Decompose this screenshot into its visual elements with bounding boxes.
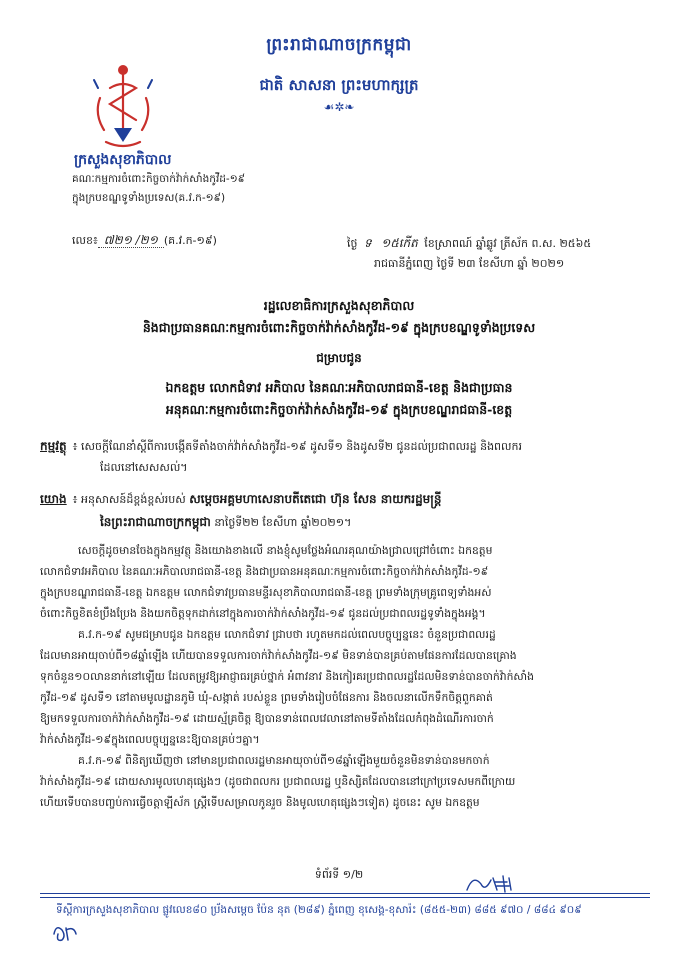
reference-suffix: (គ.វ.ក-១៩) [163,234,217,247]
committee-line-2: ក្នុងក្របខណ្ឌទូទាំងប្រទេស(គ.វ.ក-១៩) [72,192,226,204]
reference-value: ៧២១ /២១ [98,233,164,248]
solar-date: រាជធានីភ្នំពេញ ថ្ងៃទី ២៣ ខែសីហា ឆ្នាំ ២០២១ [374,257,565,270]
national-motto: ជាតិ សាសនា ព្រះមហាក្សត្រ [259,76,419,94]
lunar-date-prefix: ថ្ងៃ [347,237,358,250]
lunar-date [347,235,591,253]
page-number-label: ទំព័រទី [314,868,340,881]
footer-address: ទីស្តីការក្រសួងសុខាភិបាល ផ្លូវលេខ៨០ ប្រ័ងសម្តេច ប៉ែន នុត (២៨៩) ភ្នំពេញ ខុសេង្គ-ខុសារ៉ះ (៨៥៥-២៣) ៨៨៥ ៩៧០ / ៨៨៤ ៩០៩ [56,904,582,916]
ref-label: យោង [40,492,67,506]
paragraph-2 [40,624,654,750]
ministry-logo-icon [80,58,166,154]
paragraph-line: កូវីដ-១៩ ដូសទី១ នៅតាមមូលដ្ឋានភូមិ ឃុំ-សង្កាត់ របស់ខ្លួន ព្រមទាំងរៀបចំផែនការ និងចលនាលើកទឹកចិត្តពួកគាត់ [40,691,493,704]
paragraph-1 [40,540,654,624]
subject-line-2: ដែលនៅសេសសល់។ [100,461,188,474]
handwritten-initials-icon [50,920,80,944]
recipient-line-2: អនុគណៈកម្មការចំពោះកិច្ចចាក់វ៉ាក់សាំងកូវីដ-១៩ ក្នុងក្របខណ្ឌរាជធានី-ខេត្ត [165,402,513,417]
letter-title-line-1: រដ្ឋលេខាធិការក្រសួងសុខាភិបាល [263,298,415,313]
subject-label: កម្មវត្ថុ [40,439,67,453]
addressed-to: ជម្រាបជូន [316,351,362,365]
paragraph-line: ក្នុងក្របខណ្ឌរាជធានី-ខេត្ត ឯកឧត្តម លោកជំទាវប្រធានមន្ទីរសុខាភិបាលរាជធានី-ខេត្ត ព្រមទាំងក្រុមគ្រូពេទ្យទាំងអស់ [40,586,492,599]
subject-line-1: ៖ សេចក្តីណែនាំស្តីពីការបង្កើតទីតាំងចាក់វ៉ាក់សាំងកូវីដ-១៩ ដូសទី១ និងដូសទី២ ជូនដល់ប្រជាពលរដ្ឋ និងពលករ [72,440,522,453]
ref-line-2 [40,511,660,534]
ministry-name: ក្រសួងសុខាភិបាល [74,152,172,168]
lunar-date-rest: ខែស្រាពណ៍ ឆ្នាំឆ្លូវ ត្រីស័ក ព.ស. ២៥៦៥ [424,237,592,250]
subject-block [40,436,660,478]
page-number [0,868,678,884]
reference-block [40,488,660,534]
paragraph-line: សេចក្តីដូចមានចែងក្នុងកម្មវត្ថុ និងយោងខាងលើ នាងខ្ញុំសូមថ្លែងអំណរគុណយ៉ាងជ្រាលជ្រៅចំពោះ ឯកឧត្តម [78,544,493,557]
lunar-date-phase: ១៥កើត [381,236,418,250]
ref-line-1-bold: សម្តេចអគ្គមហាសេនាបតីតេជោ ហ៊ុន សែន នាយករដ្ឋមន្ត្រី [189,492,442,506]
paragraph-line: ដែលមានអាយុចាប់ពី១៨ឆ្នាំឡើង ហើយបានទទួលការចាក់វ៉ាក់សាំងកូវីដ-១៩ មិនទាន់បានគ្រប់តាមផែនការដែលបានគ្រោង [40,649,517,662]
paragraph-line: វ៉ាក់សាំងកូវីដ-១៩ ដោយសារមូលហេតុផ្សេងៗ (ដូចជាពលករ ប្រជាពលរដ្ឋ ឬនិស្សិតដែលបាននៅក្រៅប្រទេសមកពីក្រោយ [40,775,516,788]
letter-title-line-2: និងជាប្រធានគណៈកម្មការចំពោះកិច្ចចាក់វ៉ាក់សាំងកូវីដ-១៩ ក្នុងក្របខណ្ឌទូទាំងប្រទេស [142,320,536,335]
paragraph-line: ឱ្យមកទទួលការចាក់វ៉ាក់សាំងកូវីដ-១៩ ដោយស្ម័គ្រចិត្ត ឱ្យបានទាន់ពេលវេលានៅតាមទីតាំងដែលកំពុងដំណើរការចាក់ [40,712,494,725]
recipient-line-1: ឯកឧត្តម លោកជំទាវ អភិបាល នៃគណៈអភិបាលរាជធានី-ខេត្ត និងជាប្រធាន [165,380,513,395]
lunar-date-day: ទ [363,236,372,250]
paragraph-line: គ.វ.ក-១៩ សូមជម្រាបជូន ឯកឧត្តម លោកជំទាវ ជ្រាបថា រហូតមកដល់ពេលបច្ចុប្បន្ននេះ ចំនួនប្រជាពលរដ្ឋ [78,628,496,641]
reference-label: លេខ៖ [72,234,98,247]
paragraph-line: វ៉ាក់សាំងកូវីដ-១៩ក្នុងពេលបច្ចុប្បន្ននេះឱ្យបានគ្រប់ៗគ្នា។ [40,733,260,746]
page-number-value: ១/២ [342,868,364,881]
committee-line-1: គណៈកម្មការចំពោះកិច្ចចាក់វ៉ាក់សាំងកូវីដ-១៩ [72,173,246,185]
paragraph-line: ចំពោះកិច្ចខិតខំប្រឹងប្រែង និងយកចិត្តទុកដាក់នៅក្នុងការចាក់វ៉ាក់សាំងកូវីដ-១៩ ជូនដល់ប្រជាពលរដ្ឋទូទាំងក្នុងអង្គ។ [40,607,486,620]
footer-divider-thin [40,897,650,898]
ref-line-1: ៖ អនុសាសន៍ដ៏ខ្ពង់ខ្ពស់របស់ [72,493,186,506]
committee-name [72,170,362,208]
paragraph-line: ហើយទើបបានបញ្ចប់ការធ្វើចត្តាឡីស័ក ស្ត្រីទើបសម្រាលកូនរួច និងមូលហេតុផ្សេងៗទៀត) ដូចនេះ សូម ឯកឧត្តម [40,796,480,809]
ornament-divider: ☙✲❧ [323,100,355,114]
footer-divider [40,893,650,894]
paragraph-3 [40,750,654,813]
ref-line-2-date: នាថ្ងៃទី២២ ខែសីហា ឆ្នាំ២០២១។ [214,516,352,529]
reference-number [72,232,217,250]
paragraph-line: ទុកចំនួន១០លាននាក់នៅឡើយ ដែលតម្រូវឱ្យអាជ្ញាធរគ្រប់ថ្នាក់ អំពាវនាវ និងកៀរគរប្រជាពលរដ្ឋដែលមិនទាន់បានចាក់វ៉ាក់សាំង [40,670,534,683]
ref-line-2-bold: នៃព្រះរាជាណាចក្រកម្ពុជា [100,515,211,529]
paragraph-line: គ.វ.ក-១៩ ពិនិត្យឃើញថា នៅមានប្រជាពលរដ្ឋមានអាយុចាប់ពី១៨ឆ្នាំឡើងមួយចំនួនមិនទាន់បានមកចាក់ [78,754,490,767]
paragraph-line: លោកជំទាវអភិបាល នៃគណៈអភិបាលរាជធានី-ខេត្ត និងជាប្រធានអនុគណៈកម្មការចំពោះកិច្ចចាក់វ៉ាក់សាំងកូវីដ-១៩ [40,565,489,578]
letter-body [40,540,654,813]
kingdom-title: ព្រះរាជាណាចក្រកម្ពុជា [266,35,412,55]
